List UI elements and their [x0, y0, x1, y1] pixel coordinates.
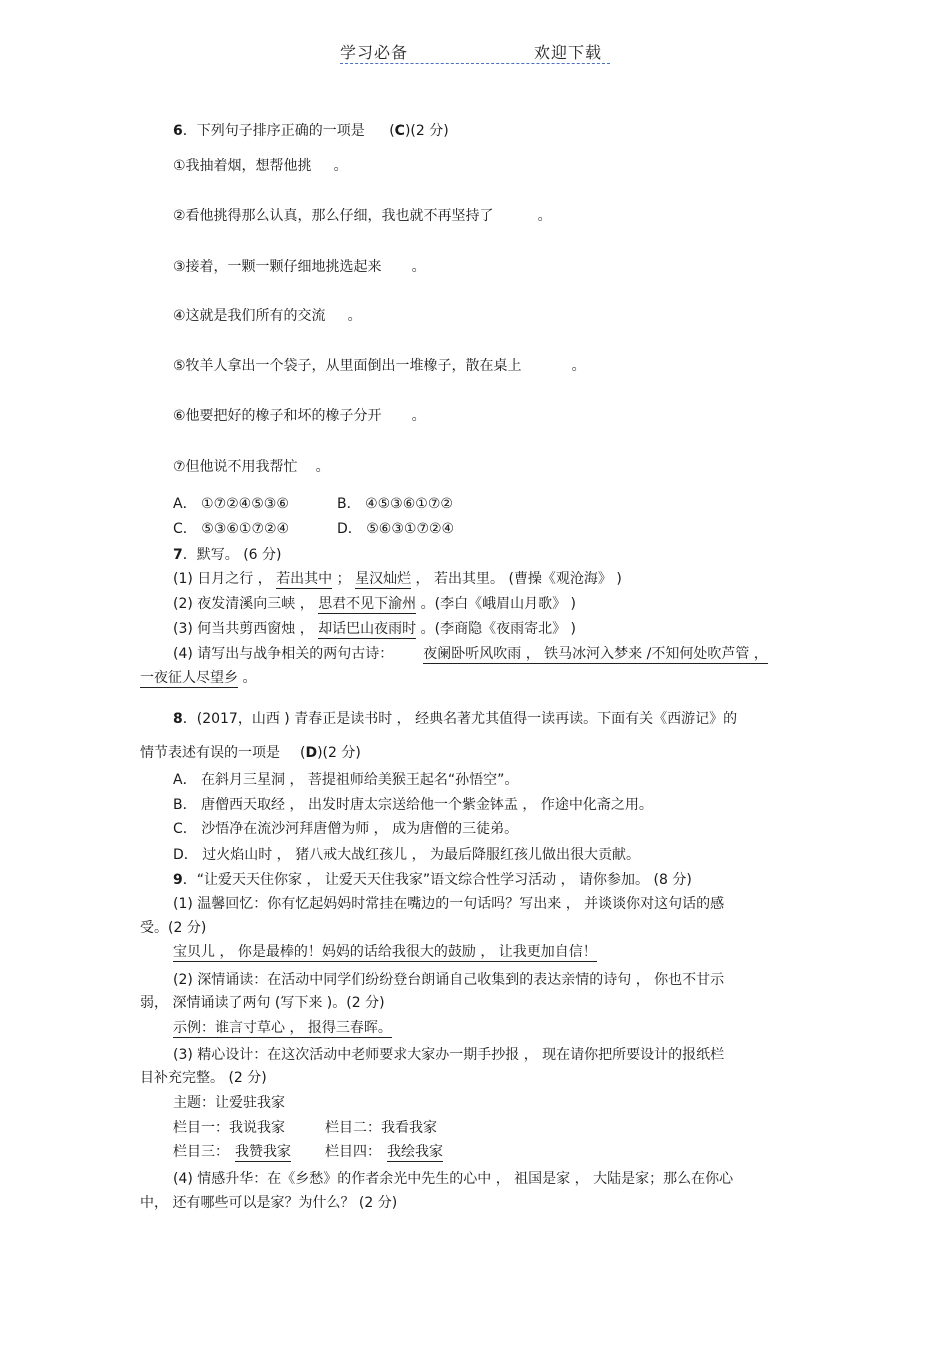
q9-part2-line-2: 弱， 深情诵读了两句 (写下来 )。(2 分) — [140, 995, 385, 1011]
q9-part1-line-2: 受。(2 分) — [140, 920, 207, 936]
q8-stem-line-2: 情节表述有误的一项是 (D)(2 分) — [140, 745, 361, 761]
q6-sentence-6: ⑥他要把好的橡子和坏的橡子分开 。 — [173, 408, 426, 424]
q8-answer: D — [305, 745, 318, 761]
q7-stem: 7．默写。 (6 分) — [173, 547, 282, 563]
q7-answer-1b: 星汉灿烂 — [355, 571, 412, 587]
q8-option-b: B． 唐僧西天取经 ， 出发时唐太宗送给他一个紫金钵盂 ， 作途中化斋之用。 — [173, 797, 653, 813]
q9-part3-line-1: (3) 精心设计：在这次活动中老师要求大家办一期手抄报 ， 现在请你把所要设计的报纸栏 — [173, 1047, 725, 1063]
q8-option-c: C． 沙悟净在流沙河拜唐僧为师 ， 成为唐僧的三徒弟。 — [173, 821, 519, 837]
q9-part2-line-1: (2) 深情诵读：在活动中同学们纷纷登台朗诵自己收集到的表达亲情的诗句 ， 你也不甘示 — [173, 972, 725, 988]
q9-part4-line-2: 中， 还有哪些可以是家？为什么？ (2 分) — [140, 1195, 398, 1211]
header-left: 学习必备 — [340, 43, 409, 62]
q7-answer-1a: 若出其中 — [276, 571, 333, 587]
q6-sentence-7: ⑦但他说不用我帮忙 。 — [173, 459, 330, 475]
q7-line-1: (1) 日月之行 ， 若出其中 ； 星汉灿烂 ， 若出其里。 (曹操《观沧海》 ) — [173, 571, 622, 587]
q6-sentence-1: ①我抽着烟，想帮他挑 。 — [173, 158, 348, 174]
q9-column-3: 栏目三： 我赞我家 — [173, 1144, 291, 1160]
q6-sentence-4: ④这就是我们所有的交流 。 — [173, 308, 362, 324]
q6-score: )(2 分) — [404, 123, 449, 139]
q7-line-4: (4) 请写出与战争相关的两句古诗： 夜阑卧听风吹雨 ， 铁马冰河入梦来 /不知何处吹芦管 ， — [173, 646, 768, 662]
q9-part1-line-1: (1) 温馨回忆：你有忆起妈妈时常挂在嘴边的一句话吗？写出来 ， 并谈谈你对这句话的感 — [173, 896, 725, 912]
q9-column-1: 栏目一：我说我家 — [173, 1120, 285, 1136]
q9-stem: 9．“让爱天天住你家 ， 让爱天天住我家”语文综合性学习活动 ， 请你参加。 (8 分) — [173, 872, 692, 888]
q7-answer-2: 思君不见下渝州 — [318, 596, 417, 612]
q6-stem: 6．下列句子排序正确的一项是 (C)(2 分) — [173, 123, 449, 139]
q9-theme: 主题：让爱驻我家 — [173, 1095, 285, 1111]
q7-line-4-cont: 一夜征人尽望乡 。 — [140, 670, 257, 686]
header-divider — [340, 63, 610, 64]
q7-answer-3: 却话巴山夜雨时 — [318, 621, 417, 637]
q6-sentence-2: ②看他挑得那么认真，那么仔细，我也就不再坚持了 。 — [173, 208, 552, 224]
q8-stem-line-1: 8．(2017，山西 ) 青春正是读书时 ， 经典名著尤其值得一读再读。下面有关《西游记》的 — [173, 711, 738, 727]
q9-part2-answer: 示例：谁言寸草心 ， 报得三春晖。 — [173, 1020, 392, 1036]
q6-sentence-3: ③接着，一颗一颗仔细地挑选起来 。 — [173, 259, 426, 275]
header-right: 欢迎下载 — [534, 43, 603, 62]
q6-sentence-5: ⑤牧羊人拿出一个袋子，从里面倒出一堆橡子，散在桌上 。 — [173, 358, 586, 374]
q9-column-4-answer: 我绘我家 — [387, 1144, 443, 1160]
q9-column-2: 栏目二：我看我家 — [325, 1120, 437, 1136]
q6-answer: C — [394, 123, 405, 139]
q7-answer-4a: 夜阑卧听风吹雨 ， 铁马冰河入梦来 /不知何处吹芦管 ， — [423, 646, 768, 662]
q9-part4-line-1: (4) 情感升华：在《乡愁》的作者余光中先生的心中 ， 祖国是家 ， 大陆是家；那么在你心 — [173, 1171, 734, 1187]
q7-line-3: (3) 何当共剪西窗烛 ， 却话巴山夜雨时 。(李商隐《夜雨寄北》 ) — [173, 621, 577, 637]
q6-option-c: C． ⑤③⑥①⑦②④ — [173, 521, 290, 537]
q6-number: 6 — [173, 123, 183, 139]
q8-option-a: A． 在斜月三星洞 ， 菩提祖师给美猴王起名“孙悟空”。 — [173, 772, 519, 788]
q7-answer-4b: 一夜征人尽望乡 — [140, 670, 238, 686]
q9-part1-answer: 宝贝儿 ， 你是最棒的！妈妈的话给我很大的鼓励 ， 让我更加自信！ — [173, 944, 597, 960]
q9-part3-line-2: 目补充完整。 (2 分) — [140, 1070, 267, 1086]
q7-line-2: (2) 夜发清溪向三峡 ， 思君不见下渝州 。(李白《峨眉山月歌》 ) — [173, 596, 577, 612]
q6-option-d: D． ⑤⑥③①⑦②④ — [337, 521, 455, 537]
q9-column-3-answer: 我赞我家 — [235, 1144, 291, 1160]
q6-option-a: A． ①⑦②④⑤③⑥ — [173, 496, 289, 512]
q6-text: ．下列句子排序正确的一项是 — [182, 123, 365, 139]
q8-option-d: D． 过火焰山时 ， 猪八戒大战红孩儿 ， 为最后降服红孩儿做出很大贡献。 — [173, 847, 641, 863]
q6-option-b: B． ④⑤③⑥①⑦② — [337, 496, 453, 512]
q9-column-4: 栏目四： 我绘我家 — [325, 1144, 443, 1160]
